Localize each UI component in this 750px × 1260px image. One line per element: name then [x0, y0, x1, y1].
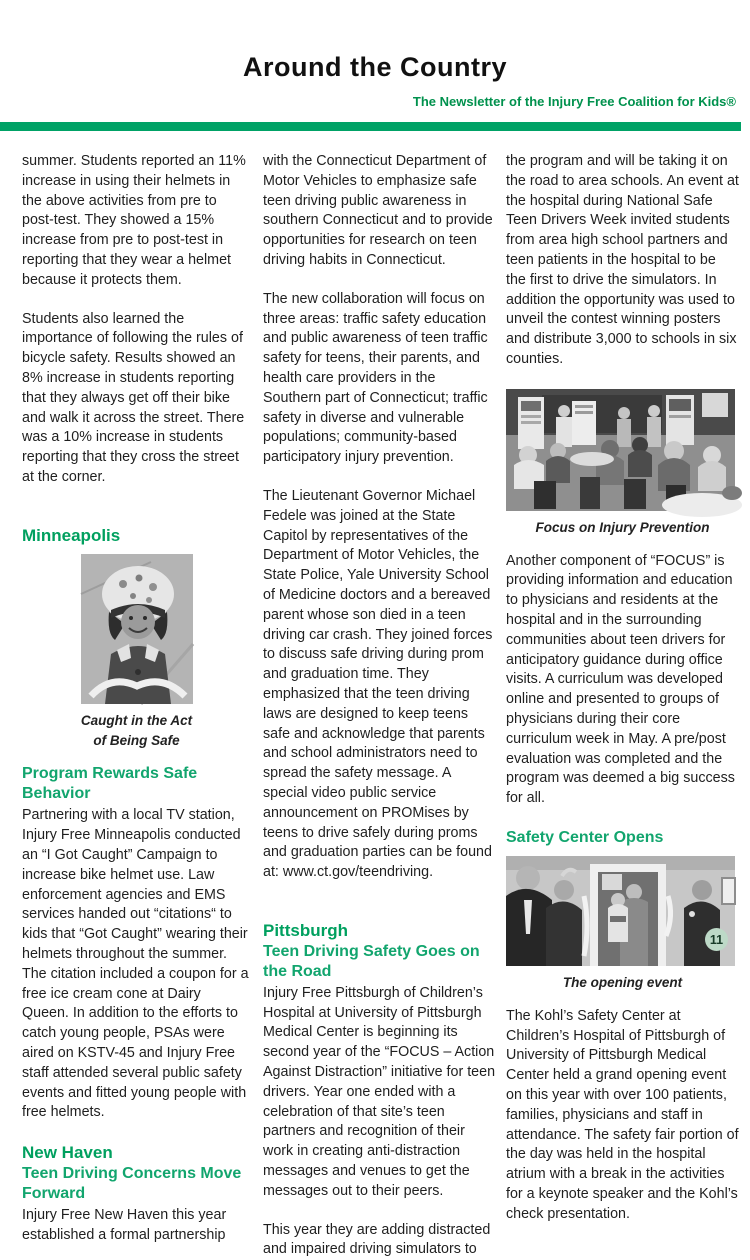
paragraph: The Lieutenant Governor Michael Fedele was joined at the State Capitol by representatives of the Department of Motor Vehicles, the State Police, Yale University School of Medicine doctors and a bereaved parent whose son died in a teen driving car crash. They joined forces to discuss safe driving during prom and graduation time. They emphasized that the teen driving laws are designed to keep teens safe and acknowledge that parents and school administrators need to spread the safety message. A special video public service announcement on PROMises by teens to drive safely during proms and graduation parties can be found at: www.ct.gov/teendriving.: [263, 487, 493, 881]
header-rule: [0, 122, 741, 131]
newsletter-tagline: The Newsletter of the Injury Free Coalition for Kids®: [412, 94, 736, 109]
subheading-teen-driving-concerns: Teen Driving Concerns Move Forward: [22, 1165, 242, 1203]
heading-new-haven: New Haven: [22, 1143, 113, 1163]
paragraph: the program and will be taking it on the road to area schools. An event at the hospital during National Safe Teen Drivers Week invited students from area high school partners and teen patients in the hospital to be the first to drive the simulators. In addition the opportunity was used to unveil the contest winning posters and distribute 3,000 to schools in six counties.: [506, 153, 739, 367]
middle-column: [263, 152, 497, 1260]
left-column: [22, 152, 251, 1246]
paragraph: summer. Students reported an 11% increase in using their helmets in the above activities from pre to post-test. They showed a 15% increase from pre to post-test in reporting that they wear a helmet because it protects them.: [22, 153, 246, 288]
paragraph: The new collaboration will focus on three areas: traffic safety education and public awareness of teen traffic safety for teens, their parents, and health care providers in the Southern part of Connecticut; traffic safety in diverse and vulnerable populations; community-based participatory injury prevention.: [263, 290, 488, 466]
page-title: Around the Country: [243, 52, 507, 82]
heading-pittsburgh: Pittsburgh: [263, 920, 348, 940]
child-with-helmet-photo: [81, 554, 193, 751]
subheading-teen-driving-road: Teen Driving Safety Goes on the Road: [263, 942, 480, 980]
paragraph: Partnering with a local TV station, Injury Free Minneapolis conducted an “I Got Caught” Campaign to increase bike helmet use. Law enforcement agencies and EMS services handed out “citations“ to kids that “Got Caught” wearing their helmets throughout the summer. The citation included a coupon for a free ice cream cone at Dairy Queen. In addition to the efforts to catch young people, PSAs were aired on KSTV-45 and Injury Free staff attended several public safety events and fitted young people with free helmets.: [22, 807, 249, 1121]
focus-event-photo: [506, 389, 739, 538]
subheading-program-rewards: Program Rewards Safe Behavior: [22, 765, 198, 803]
opening-event-photo-art: [506, 856, 735, 966]
child-with-helmet-photo-art: [81, 554, 193, 704]
photo-caption: The opening event: [562, 974, 683, 990]
subheading-safety-center-opens: Safety Center Opens: [506, 828, 664, 846]
photo-caption: Caught in the Act of Being Safe: [80, 712, 193, 748]
paragraph: Injury Free New Haven this year established a formal partnership: [22, 1207, 227, 1243]
paragraph: Injury Free Pittsburgh of Children’s Hospital at University of Pittsburgh Medical Center is beginning its second year of the “FOCUS – Action Against Distraction” initiative for teen drivers. Year one ended with a celebration of that site’s teen partners and recognition of their work in creating anti-distraction messages and venues to get the messages out to their peers.: [263, 984, 496, 1199]
paragraph: The Kohl’s Safety Center at Children’s Hospital of Pittsburgh of University of Pittsburgh Medical Center held a grand opening event on this year with over 100 patients, families, physicians and staff in attendance. The safety fair portion of the day was held in the hospital atrium with a break in the activities for a keynote speaker and the Kohl’s check presentation.: [506, 1007, 739, 1222]
opening-event-photo: [506, 856, 739, 993]
paragraph: Students also learned the importance of following the rules of bicycle safety. Results showed an 8% increase in students reporting that they always get off their bike and walk it across the street. There was a 10% increase in students reporting that they cross the street at the corner.: [22, 310, 245, 485]
photo-caption: Focus on Injury Prevention: [535, 519, 710, 535]
page-number-badge: 11: [705, 928, 728, 951]
heading-minneapolis: Minneapolis: [22, 525, 121, 545]
right-column: [506, 152, 739, 1224]
paragraph: Another component of “FOCUS” is providing information and education to physicians and residents at the hospital and in the surrounding communities about teen drivers for anticipatory guidance during office visits. A curriculum was developed online and presented to groups of physicians during their core curriculum week in May. A pre/post evaluation was completed and the program was deemed a big success for all.: [506, 552, 735, 807]
paragraph: This year they are adding distracted and impaired driving simulators to: [263, 1221, 491, 1258]
focus-event-photo-art: [506, 389, 735, 511]
paragraph: with the Connecticut Department of Motor Vehicles to emphasize safe teen driving public awareness in southern Connecticut and to provide opportunities for research on teen driving habits in Connecticut.: [263, 153, 493, 268]
